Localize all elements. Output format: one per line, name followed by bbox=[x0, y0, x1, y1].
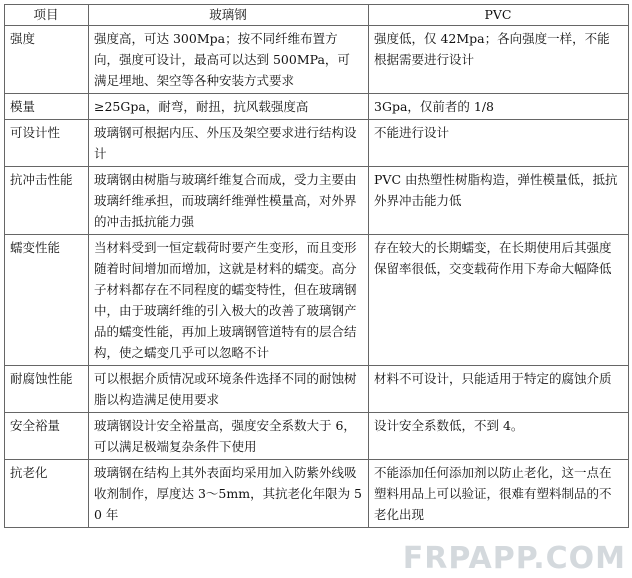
row-pvc-cell: 不能进行设计 bbox=[369, 120, 629, 167]
row-item-cell: 可设计性 bbox=[5, 120, 89, 167]
table-row bbox=[5, 26, 629, 94]
table-row bbox=[5, 235, 629, 366]
row-pvc-cell: 材料不可设计，只能适用于特定的腐蚀介质 bbox=[369, 366, 629, 413]
table-row bbox=[5, 366, 629, 413]
row-item-cell: 蠕变性能 bbox=[5, 235, 89, 366]
table-row bbox=[5, 167, 629, 235]
row-frp-cell: 可以根据介质情况或环境条件选择不同的耐蚀树脂以构造满足使用要求 bbox=[89, 366, 369, 413]
row-item-cell: 抗冲击性能 bbox=[5, 167, 89, 235]
row-item-cell: 抗老化 bbox=[5, 460, 89, 528]
row-frp-cell: 玻璃钢可根据内压、外压及架空要求进行结构设计 bbox=[89, 120, 369, 167]
header-pvc: PVC bbox=[369, 5, 629, 26]
table-row bbox=[5, 413, 629, 460]
header-frp: 玻璃钢 bbox=[89, 5, 369, 26]
row-item-cell: 安全裕量 bbox=[5, 413, 89, 460]
table-header-row bbox=[5, 5, 629, 26]
row-frp-cell: 玻璃钢由树脂与玻璃纤维复合而成，受力主要由玻璃纤维承担，而玻璃纤维弹性模量高，对外界的冲击抵抗能力强 bbox=[89, 167, 369, 235]
row-item-cell: 模量 bbox=[5, 94, 89, 120]
row-item-cell: 耐腐蚀性能 bbox=[5, 366, 89, 413]
row-pvc-cell: PVC 由热塑性树脂构造，弹性模量低，抵抗外界冲击能力低 bbox=[369, 167, 629, 235]
row-pvc-cell: 设计安全系数低，不到 4。 bbox=[369, 413, 629, 460]
watermark-logo: FRPAPP.COM bbox=[402, 541, 626, 576]
row-frp-cell: 玻璃钢在结构上其外表面均采用加入防紫外线吸收剂制作，厚度达 3～5mm，其抗老化年限为 50 年 bbox=[89, 460, 369, 528]
row-frp-cell: 当材料受到一恒定载荷时要产生变形，而且变形随着时间增加而增加，这就是材料的蠕变。高分子材料都存在不同程度的蠕变特性，但在玻璃钢中，由于玻璃纤维的引入极大的改善了玻璃钢产品的蠕变性能，再加上玻璃钢管道特有的层合结构，使之蠕变几乎可以忽略不计 bbox=[89, 235, 369, 366]
row-pvc-cell: 3Gpa，仅前者的 1/8 bbox=[369, 94, 629, 120]
row-frp-cell: 玻璃钢设计安全裕量高，强度安全系数大于 6，可以满足极端复杂条件下使用 bbox=[89, 413, 369, 460]
comparison-table bbox=[4, 4, 629, 528]
row-frp-cell: ≥25Gpa，耐弯，耐扭，抗风载强度高 bbox=[89, 94, 369, 120]
row-frp-cell: 强度高，可达 300Mpa；按不同纤维布置方向，强度可设计，最高可以达到 500MPa，可满足埋地、架空等各种安装方式要求 bbox=[89, 26, 369, 94]
table-row bbox=[5, 460, 629, 528]
row-pvc-cell: 强度低，仅 42Mpa；各向强度一样，不能根据需要进行设计 bbox=[369, 26, 629, 94]
row-pvc-cell: 存在较大的长期蠕变，在长期使用后其强度保留率很低，交变载荷作用下寿命大幅降低 bbox=[369, 235, 629, 366]
table-row bbox=[5, 94, 629, 120]
row-pvc-cell: 不能添加任何添加剂以防止老化，这一点在塑料用品上可以验证，很难有塑料制品的不老化出现 bbox=[369, 460, 629, 528]
row-item-cell: 强度 bbox=[5, 26, 89, 94]
header-item: 项目 bbox=[5, 5, 89, 26]
table-row bbox=[5, 120, 629, 167]
